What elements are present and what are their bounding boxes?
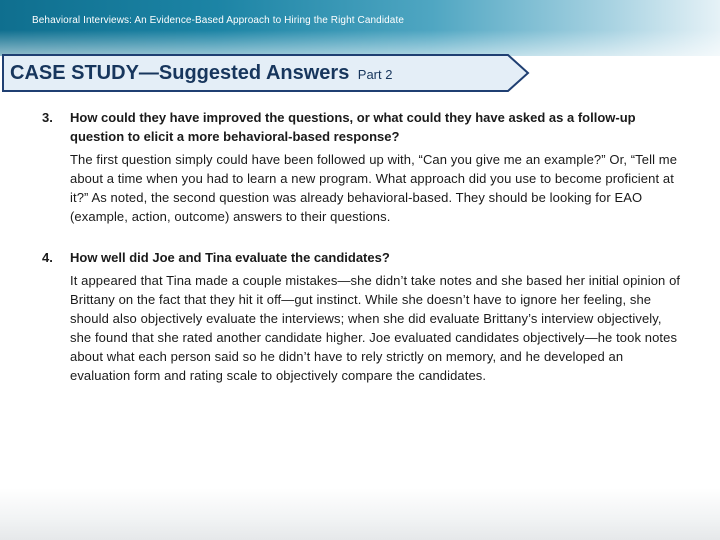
question-4 (42, 248, 682, 267)
slide-title-main: CASE STUDY—Suggested Answers (10, 62, 350, 84)
content-area (42, 108, 682, 385)
question-text: How well did Joe and Tina evaluate the candidates? (70, 250, 390, 265)
list-item-3 (42, 108, 682, 226)
list-item-4 (42, 248, 682, 385)
question-number: 4. (42, 250, 53, 265)
answer-3: The first question simply could have been followed up with, “Can you give me an example?” Or, “Tell me about a time when you had to learn a new program. What approach did you use to become proficient at it?” As noted, the second question was already behavioral-based. They should be looking for EAO (example, action, outcome) answers to their questions. (70, 152, 678, 224)
question-number: 3. (42, 110, 53, 125)
header-band (0, 0, 720, 56)
course-title: Behavioral Interviews: An Evidence-Based Approach to Hiring the Right Candidate (32, 15, 405, 26)
answer-4: It appeared that Tina made a couple mistakes—she didn’t take notes and she based her initial opinion of Brittany on the fact that they hit it off—gut instinct. While she doesn’t have to ignore her feeling, she should also objectively evaluate the interviews; when she did evaluate Brittany’s interview objectively, she found that she rated another candidate higher. Joe evaluated candidates objectively—he took notes about what each person said so he didn’t have to rely strictly on memory, and he developed an evaluation form and rating scale to objectively compare the candidates. (70, 273, 681, 383)
slide-title (10, 62, 392, 85)
title-banner (2, 54, 530, 92)
question-3 (42, 108, 682, 146)
question-text: How could they have improved the questions, or what could they have asked as a follow-up question to elicit a more behavioral-based response? (70, 110, 636, 144)
slide-title-part: Part 2 (357, 67, 393, 82)
footer-band (0, 488, 720, 540)
